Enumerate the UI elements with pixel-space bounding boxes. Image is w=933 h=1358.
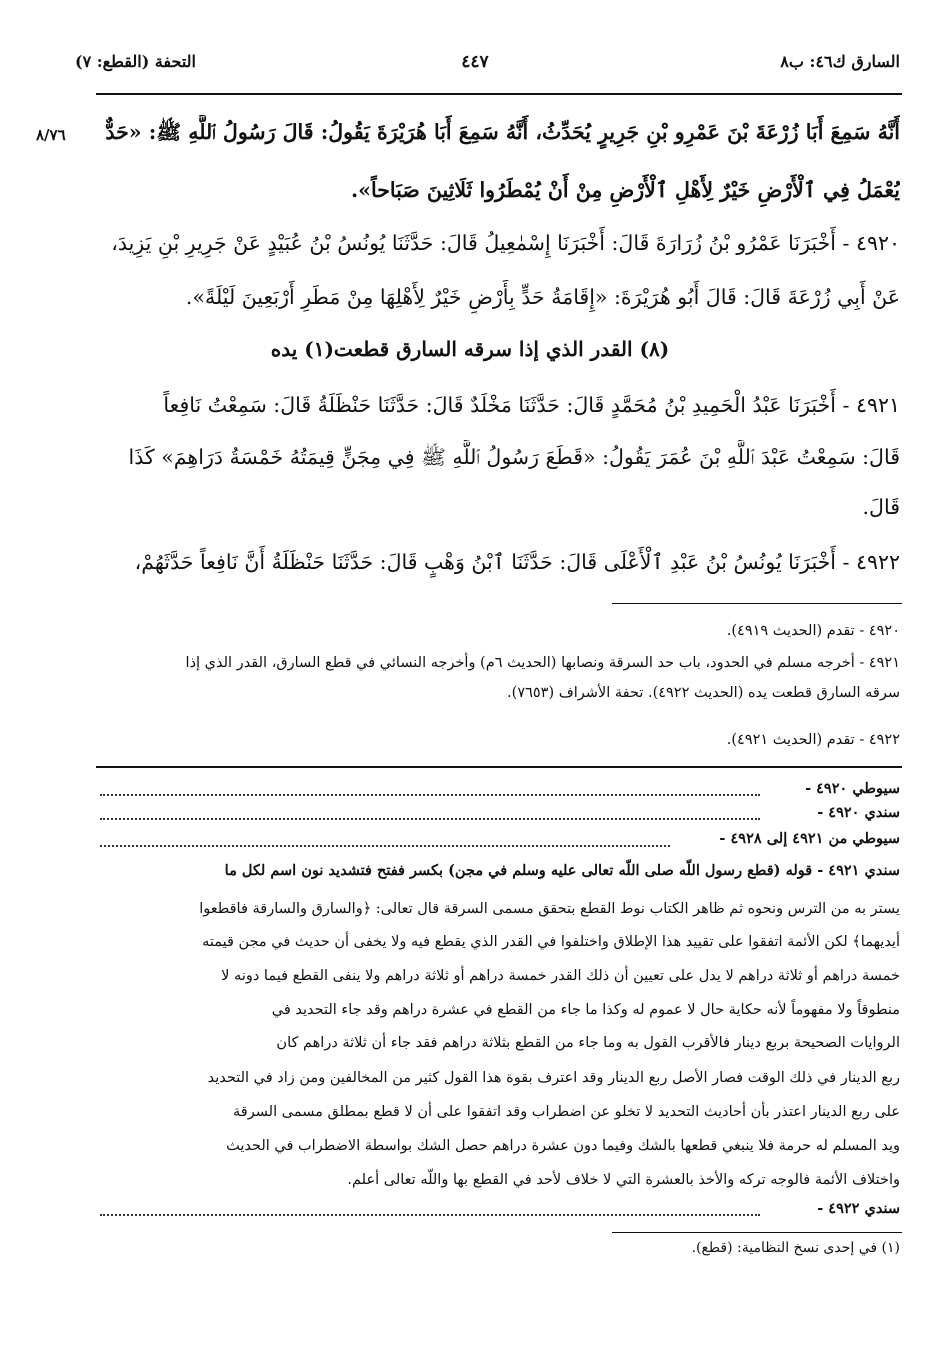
footnote: (١) في إحدى نسخ النظامية: (قطع). [691,1240,900,1256]
comm-line-5: منطوقاً ولا مفهوماً لأنه حكاية حال لا عموم له وكذا ما جاء من القطع في عشرة دراهم وقد جاء التحديد في [271,1002,900,1018]
comm-label-suyuti-range: سيوطي من ٤٩٢١ إلى ٤٩٢٨ - [719,830,900,847]
note-4921-line-2: سرقه السارق قطعت يده (الحديث ٤٩٢٢). تحفة الأشراف (٧٦٥٣). [507,685,900,701]
comm-line-3: أيديهما﴾ لكن الأئمة اتفقوا على تقييد هذا الإطلاق واختلفوا في القدر الذي يقطع فيه ولا يخفى أن حديث في مجن قيمته [202,934,900,950]
hadith-4921-line-1: ٤٩٢١ - أَخْبَرَنَا عَبْدُ الْحَمِيدِ بْنُ مُحَمَّدٍ قَالَ: حَدَّثَنَا مَخْلَدٌ قَالَ: حَدَّثَنَا حَنْظَلَةُ قَالَ: سَمِعْتُ نَافِعاً [163,393,900,417]
main-line-2: يُعْمَلُ فِي ٱلْأَرْضِ خَيْرٌ لِأَهْلِ ٱلْأَرْضِ مِنْ أَنْ يُمْطَرُوا ثَلَاثِينَ صَبَاحاً». [351,178,900,202]
header-tuhfa-ref: التحفة (القطع: ٧) [75,52,196,71]
hadith-4920-line-2: عَنْ أَبِي زُرْعَةَ قَالَ: قَالَ أَبُو هُرَيْرَةَ: «إِقَامَةُ حَدٍّ بِأَرْضٍ خَيْرٌ لِأَهْلِهَا مِنْ مَطَرِ أَرْبَعِينَ لَيْلَةً». [185,285,900,309]
page-number: ٤٤٧ [461,52,489,72]
dotted-leader [100,845,670,847]
header-rule [96,93,902,95]
dotted-leader [100,818,760,820]
comm-label-sindi-4920: سندي ٤٩٢٠ - [817,804,900,821]
commentary-rule [96,766,902,768]
comm-line-7: ربع الدينار في ذلك الوقت فصار الأصل ربع الدينار وقد اعترف بقوة هذا القول كثير من المخالفين ومن زاد في التحديد [207,1070,900,1086]
note-4922: ٤٩٢٢ - تقدم (الحديث ٤٩٢١). [726,732,900,748]
footnote-separator [612,1232,902,1233]
dotted-leader [100,1214,760,1216]
comm-line-4: خمسة دراهم أو ثلاثة دراهم لا يدل على تعيين أن ذلك القدر خمسة دراهم أو ثلاثة دراهم ولا ينفى القطع فيما دونه لا [221,968,900,984]
header-chapter-ref: السارق ك٤٦: ب٨ [780,52,900,71]
comm-line-10: واختلاف الأئمة فالوجه تركه والأخذ بالعشرة التي لا خلاف لأحد في القطع بها واللّه تعالى أعلم. [347,1172,900,1188]
notes-separator [612,603,902,604]
section-title: (٨) القدر الذي إذا سرقه السارق قطعت(١) يده [270,337,670,361]
hadith-4921-line-3: قَالَ. [862,495,900,519]
comm-label-sindi-4922: سندي ٤٩٢٢ - [817,1200,900,1217]
note-4921-line-1: ٤٩٢١ - أخرجه مسلم في الحدود، باب حد السرقة ونصابها (الحديث ٦م) وأخرجه النسائي في قطع السارق، القدر الذي إذا [185,655,900,671]
comm-line-1: سندي ٤٩٢١ - قوله (قطع رسول اللّه صلى اللّه تعالى عليه وسلم في مجن) بكسر ففتح فتشديد نون اسم لكل ما [224,862,900,879]
hadith-4922-line-1: ٤٩٢٢ - أَخْبَرَنَا يُونُسُ بْنُ عَبْدِ ٱلْأَعْلَى قَالَ: حَدَّثَنَا ٱبْنُ وَهْبٍ قَالَ: حَدَّثَنَا حَنْظَلَةُ أَنَّ نَافِعاً حَدَّثَهُمْ، [134,550,900,574]
dotted-leader [100,794,760,796]
margin-reference: ٨/٧٦ [36,126,66,144]
comm-line-2: يستر به من الترس ونحوه ثم ظاهر الكتاب نوط القطع بتحقق مسمى السرقة قال تعالى: ﴿والسارق والسارقة فاقطعوا [199,901,900,917]
comm-line-6: الروايات الصحيحة بربع دينار فالأقرب القول به وما جاء من القطع بثلاثة دراهم فقد جاء أن ثلاثة دراهم كان [276,1035,900,1051]
hadith-4920-line-1: ٤٩٢٠ - أَخْبَرَنَا عَمْرُو بْنُ زُرَارَةَ قَالَ: أَخْبَرَنَا إِسْمٰعِيلُ قَالَ: حَدَّثَنَا يُونُسُ بْنُ عُبَيْدٍ عَنْ جَرِيرِ بْنِ يَزِيدَ، [111,231,900,255]
comm-label-suyuti-4920: سيوطي ٤٩٢٠ - [805,780,900,797]
comm-line-9: ويد المسلم له حرمة فلا ينبغي قطعها بالشك وفيما دون عشرة دراهم حصل الشك بواسطة الاضطراب في الحديث [226,1138,900,1154]
comm-line-8: على ربع الدينار اعتذر بأن أحاديث التحديد لا تخلو عن اضطراب وقد اتفقوا على أن لا قطع بمطلق مسمى السرقة [233,1104,900,1120]
hadith-4921-line-2: قَالَ: سَمِعْتُ عَبْدَ ٱللَّهِ بْنَ عُمَرَ يَقُولُ: «قَطَعَ رَسُولُ ٱللَّهِ ﷺ فِي مِجَنٍّ قِيمَتُهُ خَمْسَةُ دَرَاهِمَ» كَذَا [128,445,900,469]
note-4920: ٤٩٢٠ - تقدم (الحديث ٤٩١٩). [726,623,900,639]
main-line-1: أَنَّهُ سَمِعَ أَبَا زُرْعَةَ بْنَ عَمْرِو بْنِ جَرِيرٍ يُحَدِّثُ، أَنَّهُ سَمِعَ أَبَا هُرَيْرَةَ يَقُولُ: قَالَ رَسُولُ ٱللَّهِ ﷺ: «حَدٌّ [105,120,900,144]
